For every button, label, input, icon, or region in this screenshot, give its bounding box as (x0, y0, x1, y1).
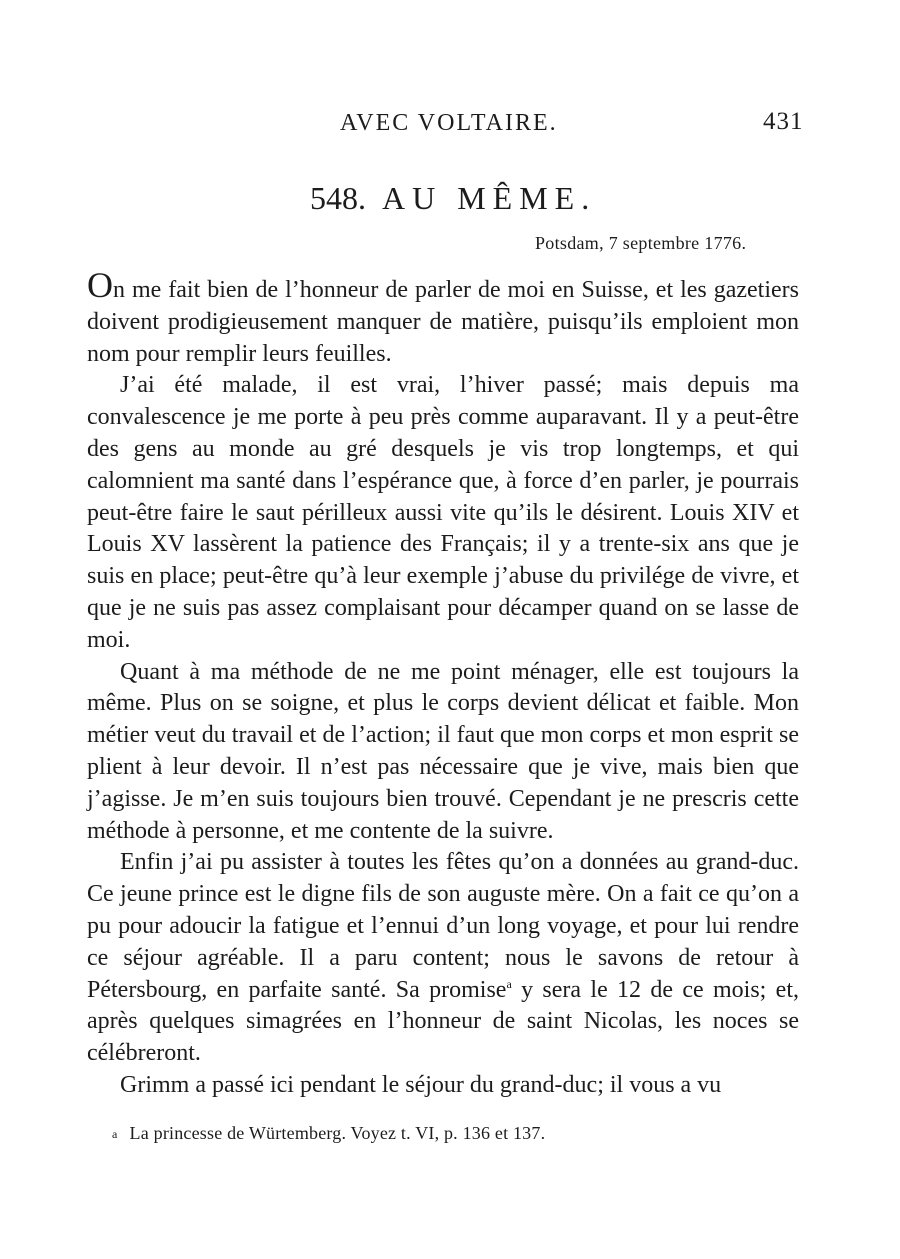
paragraph-3: Quant à ma méthode de ne me point ménager, elle est toujours la même. Plus on se soigne, et plus le corps devient délicat et faible. Mon métier veut du travail et de l’action; il faut que mon corps et mon esprit se plient à leur devoir. Il n’est pas nécessaire que je vive, mais bien que j’agisse. Je m’en suis toujours bien trouvé. Cependant je ne prescris cette méthode à personne, et me contente de la suivre. (87, 658, 799, 844)
paragraph-1-text: n me fait bien de l’honneur de parler de moi en Suisse, et les gazetiers doivent prodigieusement manquer de matière, puisqu’ils emploient mon nom pour remplir leurs feuilles. (87, 277, 799, 367)
footnote-text: La princesse de Würtemberg. Voyez t. VI, p. 136 et 137. (129, 1123, 546, 1143)
page-number: 431 (763, 108, 804, 135)
footnote (112, 1123, 545, 1144)
paragraph-4 (87, 847, 799, 1070)
letter-heading (310, 180, 596, 217)
letter-body (87, 265, 799, 1102)
letter-title: AU MÊME. (382, 180, 597, 216)
letter-number: 548. (310, 180, 366, 216)
paragraph-4-text-a: Enfin j’ai pu assister à toutes les fêtes qu’on a données au grand-duc. Ce jeune prince est le digne fils de son auguste mère. On a fait ce qu’on a pu pour adoucir la fatigue et l’ennui d’un long voyage, et pour lui rendre ce séjour agréable. Il a paru content; nous le savons de retour à Pétersbourg, en parfaite santé. Sa promise (87, 849, 799, 1003)
paragraph-4-text-b: y sera le 12 de ce mois; et, après quelques simagrées en l’honneur de saint Nicolas, les noces se célébreront. (87, 976, 799, 1067)
paragraph-5: Grimm a passé ici pendant le séjour du grand-duc; il vous a vu (120, 1071, 722, 1098)
drop-cap: O (87, 265, 113, 305)
footnote-reference: a (506, 976, 512, 991)
paragraph-2: J’ai été malade, il est vrai, l’hiver passé; mais depuis ma convalescence je me porte à peu près comme auparavant. Il y a peut-être des gens au monde au gré desquels je vis trop longtemps, et qui calomnient ma santé dans l’espérance que, à force d’en parler, je pourrais peut-être faire le saut périlleux aussi vite qu’ils le désirent. Louis XIV et Louis XV lassèrent la patience des Français; il y a trente-six ans que je suis en place; peut-être qu’à leur exemple j’abuse du privilége de vivre, et que je ne suis pas assez complaisant pour décamper quand on se lasse de moi. (87, 372, 799, 653)
dateline: Potsdam, 7 septembre 1776. (535, 233, 747, 253)
footnote-mark: a (112, 1127, 118, 1141)
paragraph-1 (87, 265, 799, 370)
running-title: AVEC VOLTAIRE. (340, 110, 558, 136)
